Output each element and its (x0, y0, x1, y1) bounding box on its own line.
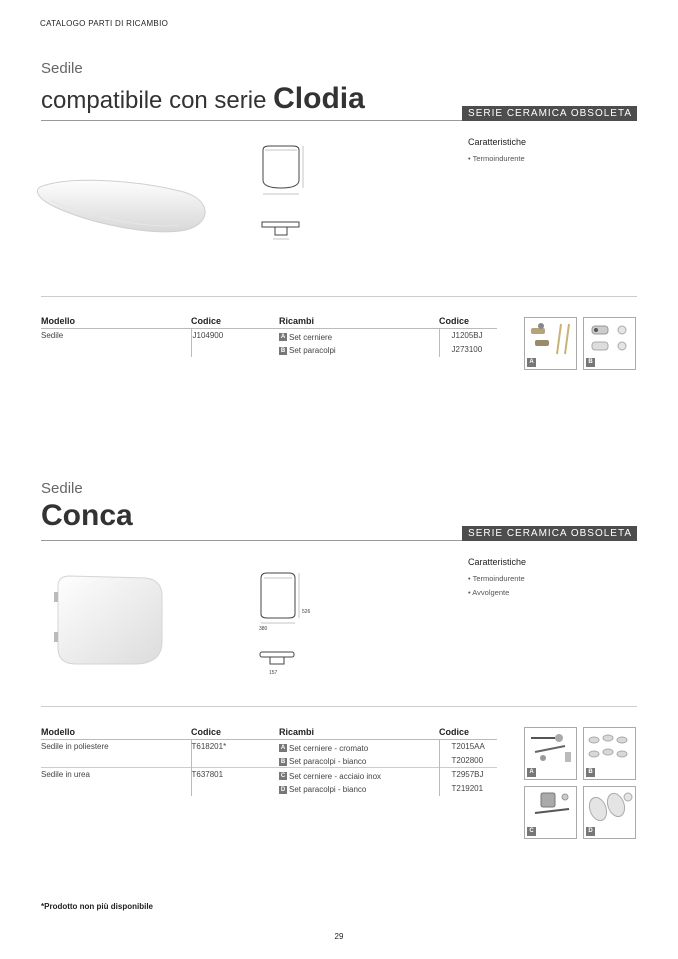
thumb-letter: A (527, 768, 536, 777)
col-code: Codice (191, 727, 279, 740)
footnote: *Prodotto non più disponibile (41, 902, 153, 911)
part-code-cell: T202800 (439, 754, 497, 768)
title-prefix: compatibile con serie (41, 87, 274, 114)
seat-photo (30, 165, 215, 240)
section-separator (41, 706, 637, 707)
feature-item: • Avvolgente (468, 588, 510, 597)
technical-drawing (255, 142, 310, 244)
model-cell (41, 343, 191, 357)
letter-badge: A (280, 745, 286, 751)
model-cell (41, 754, 191, 768)
part-code-cell: T2015AA (439, 740, 497, 754)
part-code-cell: T219201 (439, 782, 497, 796)
thumb-letter: B (586, 768, 595, 777)
spare-part-thumb-hinges (524, 317, 577, 370)
part-cell: Set paracolpi - bianco (289, 757, 367, 766)
col-parts: Ricambi (279, 727, 439, 740)
parts-table (41, 727, 497, 796)
hinge-set-image (525, 787, 576, 827)
thumb-letter: A (527, 358, 536, 367)
bumper-set-image (584, 318, 635, 358)
part-cell: Set paracolpi - bianco (289, 785, 367, 794)
width-dimension: 380 (259, 626, 268, 632)
product-kicker: Sedile (41, 60, 83, 77)
model-cell: Sedile in poliestere (41, 742, 109, 751)
page-number: 29 (334, 932, 344, 941)
product-title: Conca (41, 499, 133, 532)
hinge-set-image (525, 318, 576, 358)
spare-part-thumb-bumpers (583, 317, 636, 370)
table-row (41, 768, 497, 782)
letter-badge: B (280, 347, 286, 354)
part-code-cell: J1205BJ (439, 329, 497, 343)
features-box (468, 557, 526, 602)
catalog-header: CATALOGO PARTI DI RICAMBIO (40, 19, 169, 28)
product-title (41, 82, 365, 116)
letter-badge: D (280, 786, 286, 793)
letter-badge: A (280, 334, 286, 340)
technical-drawing (255, 570, 325, 680)
code-cell (191, 343, 279, 357)
table-row (41, 754, 497, 768)
part-cell: Set cerniere - acciaio inox (289, 771, 382, 781)
features-title: Caratteristiche (468, 557, 527, 567)
col-code: Codice (191, 316, 279, 329)
spare-part-thumb-bumpers-white-2 (583, 786, 636, 839)
feature-item: • Termoindurente (468, 154, 525, 163)
code-cell (191, 754, 279, 768)
features-box (468, 137, 526, 168)
feature-item: • Termoindurente (468, 574, 525, 583)
model-cell: Sedile in urea (41, 768, 191, 782)
part-cell: Set cerniere - cromato (289, 743, 369, 753)
part-cell: Set cerniere (289, 332, 333, 342)
spare-part-thumb-hinges-steel (524, 786, 577, 839)
code-cell: T637801 (191, 768, 279, 782)
section-separator (41, 296, 637, 297)
part-cell: Set paracolpi (289, 346, 336, 355)
hinge-dimension: 157 (269, 670, 278, 676)
col-parts: Ricambi (279, 316, 439, 329)
col-model: Modello (41, 316, 191, 329)
depth-dimension: 526 (302, 609, 311, 615)
obsolete-series-badge: SERIE CERAMICA OBSOLETA (462, 106, 637, 121)
spare-part-thumb-bumpers-white (583, 727, 636, 780)
bumper-set-image (584, 787, 635, 827)
bumper-set-image (584, 728, 635, 768)
spare-part-thumb-hinges-chrome (524, 727, 577, 780)
part-code-cell: J273100 (439, 343, 497, 357)
table-row (41, 329, 497, 343)
parts-table (41, 316, 497, 357)
letter-badge: C (280, 773, 286, 779)
part-code-cell: T2957BJ (439, 768, 497, 782)
table-row (41, 782, 497, 796)
col-part-code: Codice (439, 316, 497, 329)
features-title: Caratteristiche (468, 137, 527, 147)
code-cell: T618201* (191, 740, 279, 754)
model-cell: Sedile (41, 331, 64, 340)
thumb-letter: D (586, 827, 595, 836)
thumb-letter: C (527, 827, 536, 836)
model-cell (41, 782, 191, 796)
table-row (41, 343, 497, 357)
col-part-code: Codice (439, 727, 497, 740)
letter-badge: B (280, 758, 286, 765)
thumb-letter: B (586, 358, 595, 367)
obsolete-series-badge: SERIE CERAMICA OBSOLETA (462, 526, 637, 541)
product-kicker: Sedile (41, 480, 83, 497)
code-cell (191, 782, 279, 796)
col-model: Modello (41, 727, 191, 740)
table-row (41, 740, 497, 754)
seat-photo (48, 572, 168, 668)
code-cell: J104900 (191, 329, 279, 343)
title-series: Clodia (273, 82, 365, 115)
hinge-set-image (525, 728, 576, 768)
